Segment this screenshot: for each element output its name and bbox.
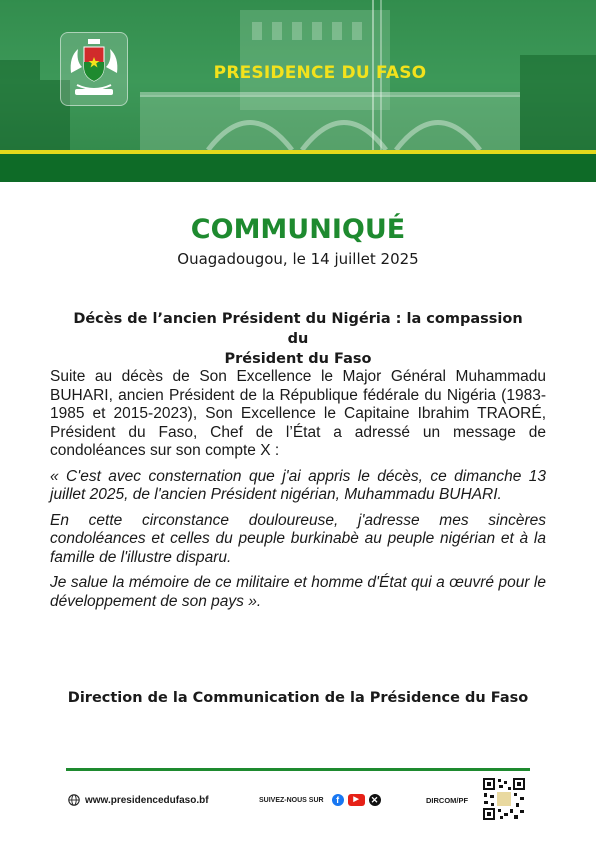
- header-dark-stripe: [0, 154, 596, 182]
- globe-icon: [68, 794, 80, 806]
- signature: Direction de la Communication de la Présidence du Faso: [67, 690, 529, 706]
- qr-code-icon[interactable]: [482, 777, 526, 821]
- subject-line: Décès de l’ancien Président du Nigéria : la compassion du: [73, 311, 523, 347]
- communique-body: [50, 368, 546, 618]
- facebook-icon[interactable]: f: [332, 794, 344, 806]
- quote-paragraph: « C'est avec consternation que j'ai appris le décès, ce dimanche 13 juillet 2025, de l'ancien Président nigérian, Muhammadu BUHARI.: [50, 467, 546, 503]
- footer-website[interactable]: [68, 794, 209, 806]
- header-title: PRESIDENCE DU FASO: [213, 63, 427, 83]
- website-link[interactable]: www.presidencedufaso.bf: [85, 794, 209, 806]
- quote-paragraph: En cette circonstance douloureuse, j'adresse mes sincères condoléances et celles du peuple burkinabè au peuple nigérian et à la famille de l'illustre disparu.: [50, 511, 546, 566]
- footer-social: [259, 794, 381, 806]
- footer-divider: [66, 768, 530, 771]
- place-date: Ouagadougou, le 14 juillet 2025: [177, 250, 419, 268]
- coat-of-arms-icon: [60, 32, 128, 106]
- follow-label: SUIVEZ-NOUS SUR: [259, 796, 324, 804]
- header-banner: [0, 0, 596, 182]
- youtube-icon[interactable]: ▶: [348, 794, 365, 806]
- dircom-label: DIRCOM/PF: [426, 796, 469, 805]
- subject-line: Président du Faso: [224, 351, 372, 367]
- quote-paragraph: Je salue la mémoire de ce militaire et homme d'État qui a œuvré pour le développement de son pays ».: [50, 574, 546, 610]
- subject-heading: [70, 309, 526, 369]
- x-icon[interactable]: ✕: [369, 794, 381, 806]
- document-title: COMMUNIQUÉ: [190, 214, 406, 245]
- body-paragraph: Suite au décès de Son Excellence le Major Général Muhammadu BUHARI, ancien Président de la République fédérale du Nigéria (1983-1985 et 2015-2023), Son Excellence le Capitaine Ibrahim TRAORÉ, Président du Faso, Chef de l’État a adressé un message de condoléances sur son compte X :: [50, 368, 546, 459]
